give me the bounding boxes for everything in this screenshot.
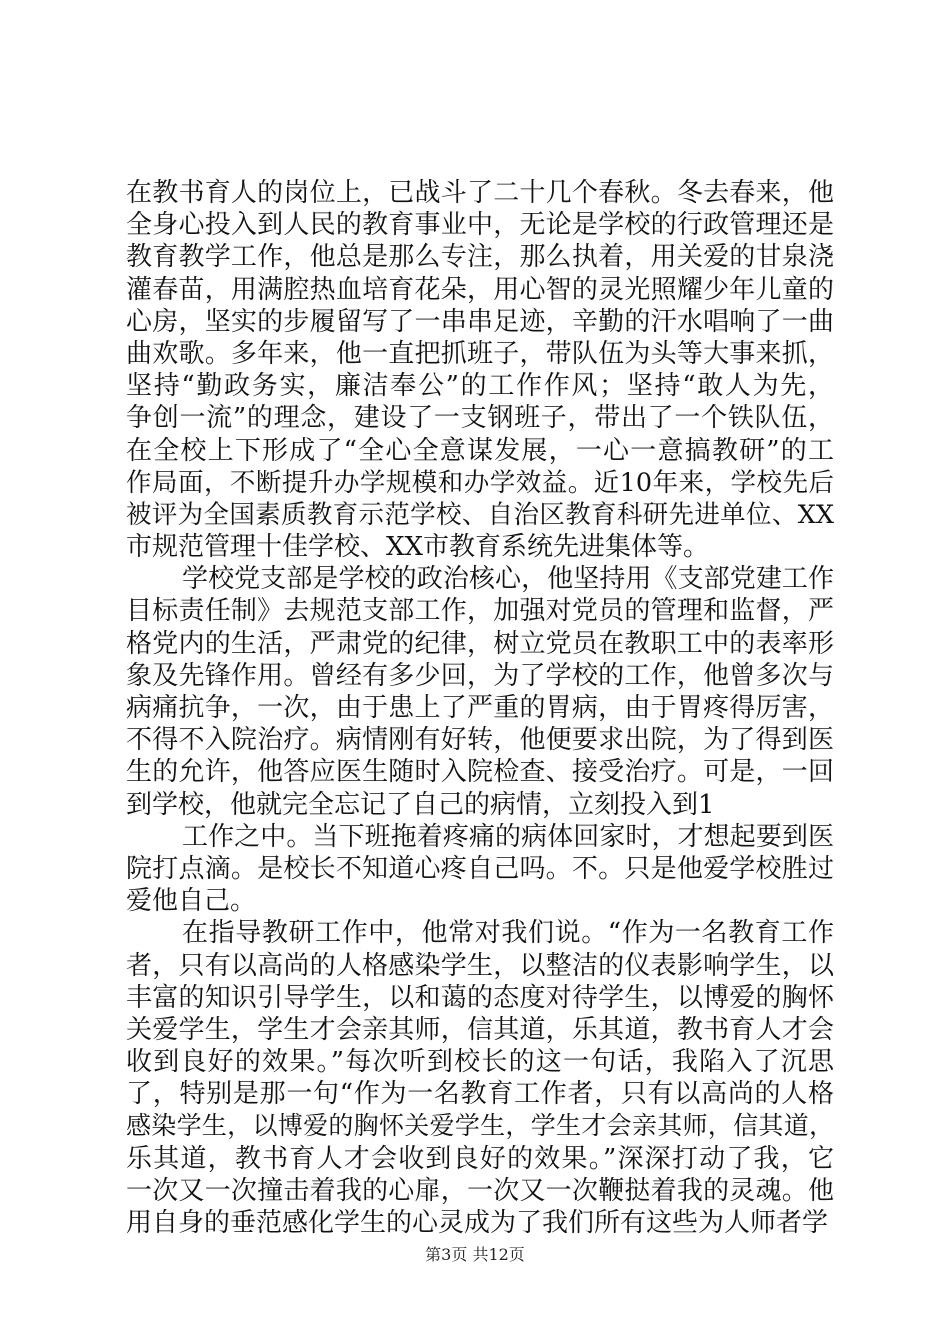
text-line: 被评为全国素质教育示范学校、自治区教育科研先进单位、XX (126, 499, 834, 530)
text-line: 象及先锋作用。曾经有多少回，为了学校的工作，他曾多次与 (126, 660, 834, 691)
document-body (126, 177, 834, 1239)
page-footer: 第3页 共12页 (425, 1245, 525, 1264)
text-line: 了，特别是那一句“作为一名教育工作者，只有以高尚的人格 (126, 1079, 834, 1110)
text-line: 在全校上下形成了“全心全意谋发展，一心一意搞教研”的工 (126, 435, 834, 466)
text-line: 关爱学生，学生才会亲其师，信其道，乐其道，教书育人才会 (126, 1014, 834, 1045)
text-line: 灌春苗，用满腔热血培育花朵，用心智的灵光照耀少年儿童的 (126, 274, 834, 305)
text-line: 格党内的生活，严肃党的纪律，树立党员在教职工中的表率形 (126, 628, 834, 659)
text-line: 心房，坚实的步履留写了一串串足迹，辛勤的汗水唱响了一曲 (126, 306, 834, 337)
text-line: 生的允许，他答应医生随时入院检查、接受治疗。可是，一回 (126, 757, 834, 788)
paragraph (126, 917, 834, 1239)
text-line: 收到良好的效果。”每次听到校长的这一句话，我陷入了沉思 (126, 1047, 834, 1078)
text-line: 在教书育人的岗位上，已战斗了二十几个春秋。冬去春来，他 (126, 178, 834, 208)
text-line: 工作之中。当下班拖着疼痛的病体回家时，才想起要到医 (182, 821, 834, 852)
text-line: 全身心投入到人民的教育事业中，无论是学校的行政管理还是 (126, 210, 834, 241)
text-line: 教育教学工作，他总是那么专注，那么执着，用关爱的甘泉浇 (126, 242, 834, 273)
text-line: 在指导教研工作中，他常对我们说。“作为一名教育工作 (182, 918, 834, 949)
paragraph (126, 177, 834, 563)
text-line: 作局面，不断提升办学规模和办学效益。近10年来，学校先后 (126, 467, 834, 498)
text-line: 争创一流”的理念，建设了一支钢班子，带出了一个铁队伍， (126, 403, 834, 434)
text-line: 者，只有以高尚的人格感染学生，以整洁的仪表影响学生，以 (126, 950, 834, 981)
text-line: 不得不入院治疗。病情刚有好转，他便要求出院，为了得到医 (126, 725, 834, 756)
text-line: 一次又一次撞击着我的心扉，一次又一次鞭挞着我的灵魂。他 (126, 1175, 834, 1206)
text-line: 丰富的知识引导学生，以和蔼的态度对待学生，以博爱的胸怀 (126, 982, 834, 1013)
text-line: 到学校，他就完全忘记了自己的病情，立刻投入到1 (126, 789, 715, 820)
text-line: 感染学生，以博爱的胸怀关爱学生，学生才会亲其师，信其道， (126, 1111, 834, 1141)
paragraph (126, 821, 834, 918)
paragraph (126, 563, 834, 821)
text-line: 院打点滴。是校长不知道心疼自己吗。不。只是他爱学校胜过 (126, 853, 834, 884)
text-line: 病痛抗争，一次，由于患上了严重的胃病，由于胃疼得厉害， (126, 693, 834, 723)
text-line: 坚持“勤政务实，廉洁奉公”的工作作风；坚持“敢人为先， (126, 371, 834, 402)
text-line: 市规范管理十佳学校、XX市教育系统先进集体等。 (126, 532, 710, 563)
text-line: 用自身的垂范感化学生的心灵成为了我们所有这些为人师者学 (126, 1208, 829, 1238)
text-line: 目标责任制》去规范支部工作，加强对党员的管理和监督，严 (126, 596, 834, 627)
text-line: 乐其道，教书育人才会收到良好的效果。”深深打动了我，它 (126, 1143, 834, 1174)
text-line: 学校党支部是学校的政治核心，他坚持用《支部党建工作 (182, 564, 834, 595)
text-line: 爱他自己。 (126, 886, 257, 917)
text-line: 曲欢歌。多年来，他一直把抓班子，带队伍为头等大事来抓， (126, 338, 834, 369)
